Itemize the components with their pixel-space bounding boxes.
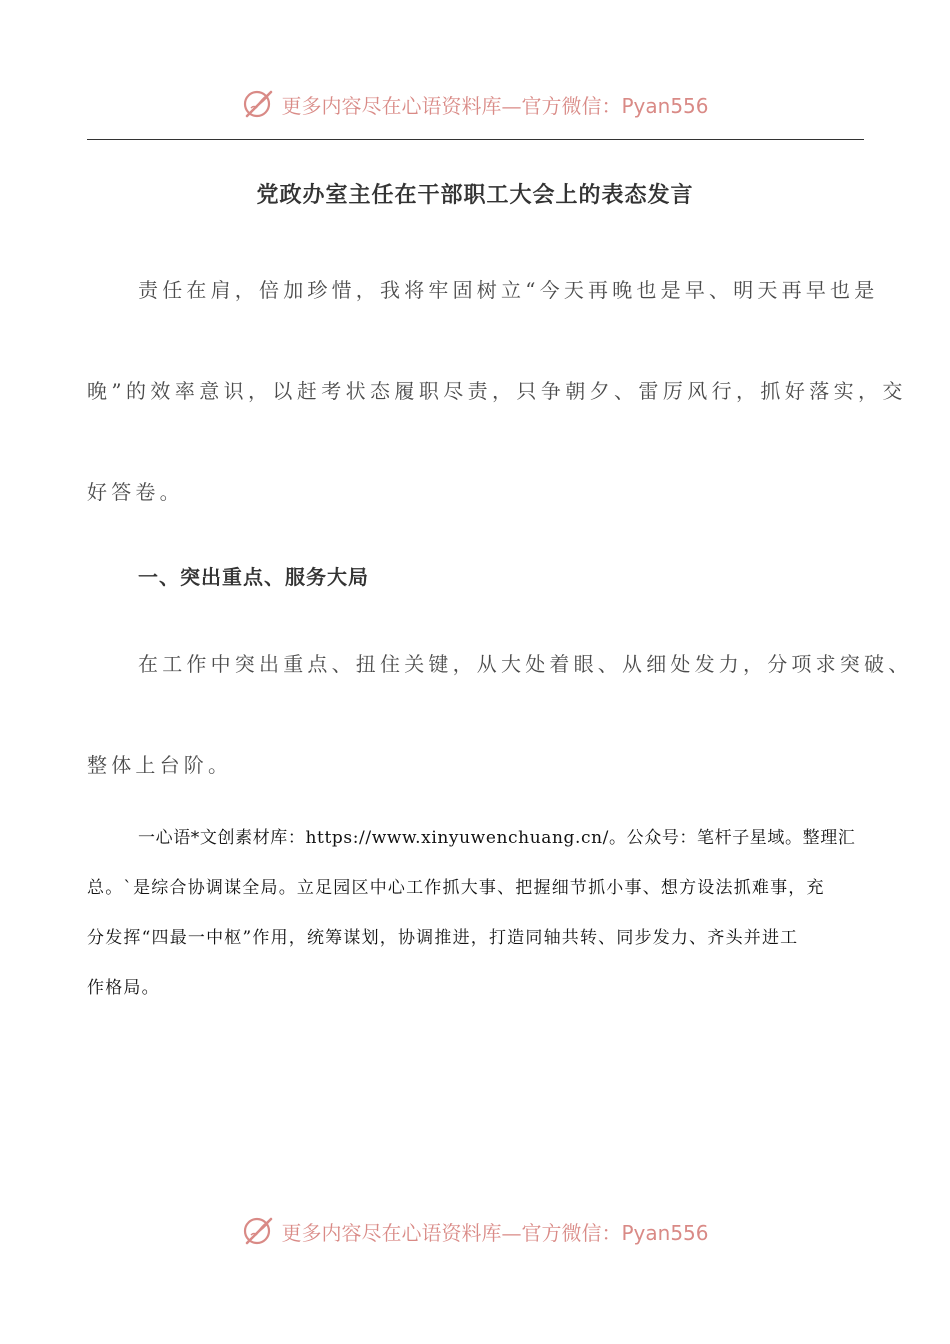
wechat-id: Pyan556 xyxy=(621,1220,709,1245)
banner-slogan: 更多内容尽在心语资料库—官方微信： xyxy=(281,93,622,118)
detail-line-4: 作格局。 xyxy=(87,978,160,998)
section-heading: 一、突出重点、服务大局 xyxy=(138,565,369,589)
header-divider xyxy=(87,139,864,140)
intro-line-1: 责任在肩，倍加珍惜，我将牢固树立“今天再晚也是早、明天再早也是 xyxy=(138,278,879,302)
detail-line-2: 总。`是综合协调谋全局。立足园区中心工作抓大事、把握细节抓小事、想方设法抓难事，充 xyxy=(87,878,825,898)
document-title: 党政办室主任在干部职工大会上的表态发言 xyxy=(256,183,694,208)
header-banner xyxy=(0,84,950,124)
detail-line-3: 分发挥“四最一中枢”作用，统筹谋划，协调推进，打造同轴共转、同步发力、齐头并进工 xyxy=(87,928,799,948)
quill-logo-icon xyxy=(241,86,277,122)
banner-text xyxy=(281,1217,708,1246)
detail-line-1: 一心语*文创素材库：https://www.xinyuwenchuang.cn/。公众号：笔杆子星域。整理汇 xyxy=(138,828,856,848)
section-line-2: 整体上台阶。 xyxy=(87,753,233,777)
banner-slogan: 更多内容尽在心语资料库—官方微信： xyxy=(281,1220,622,1245)
footer-banner xyxy=(0,1211,950,1251)
intro-line-2: 晚”的效率意识，以赶考状态履职尽责，只争朝夕、雷厉风行，抓好落实，交 xyxy=(87,379,907,403)
banner-text xyxy=(281,90,708,119)
intro-line-3: 好答卷。 xyxy=(87,480,184,504)
section-line-1: 在工作中突出重点、扭住关键，从大处着眼、从细处发力，分项求突破、 xyxy=(138,652,913,676)
quill-logo-icon xyxy=(241,1213,277,1249)
wechat-id: Pyan556 xyxy=(621,93,709,118)
